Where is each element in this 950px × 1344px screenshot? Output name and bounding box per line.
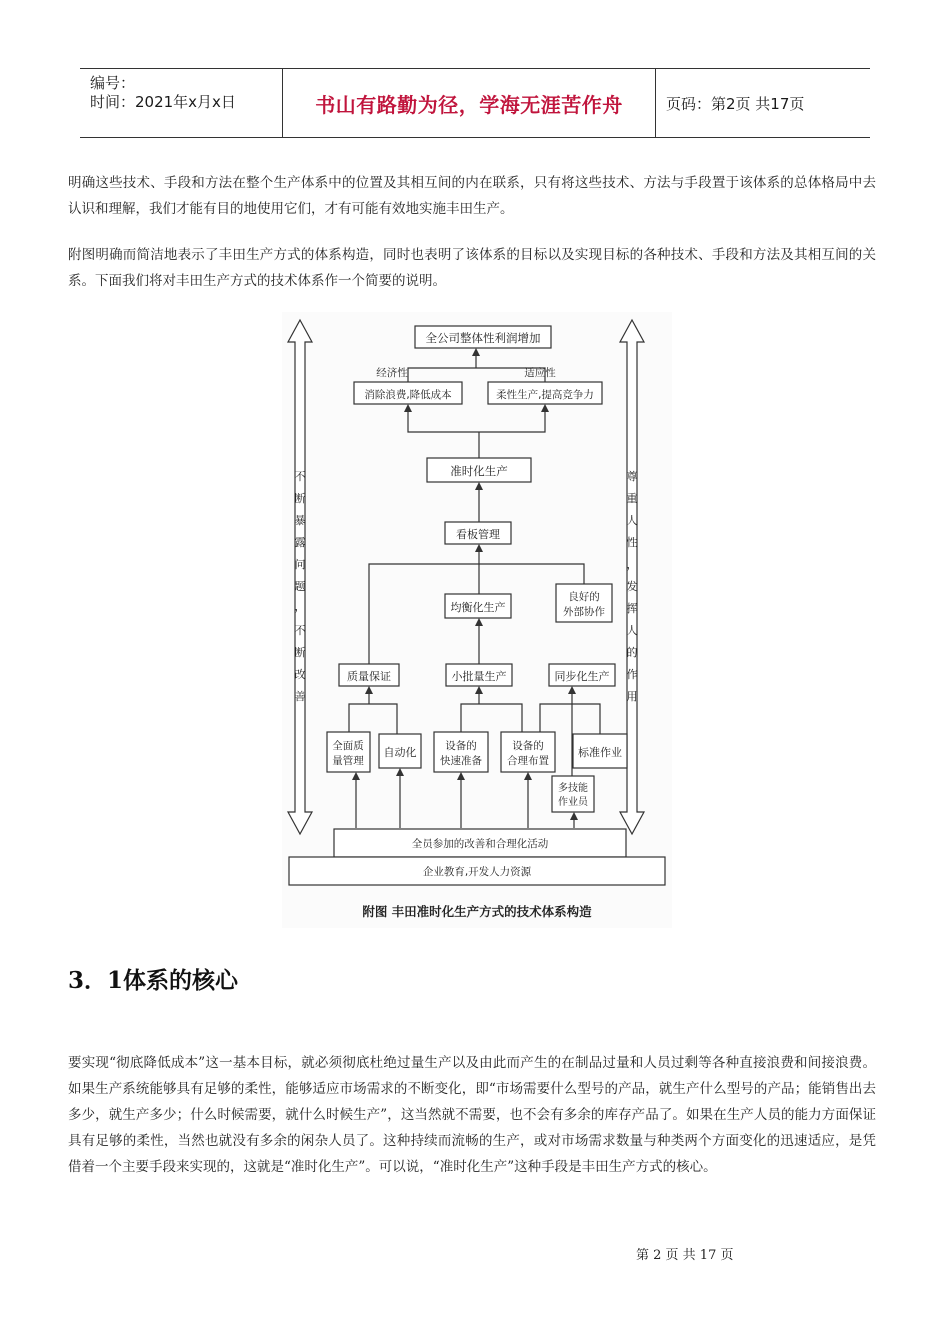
- header-page-cell: [656, 69, 870, 137]
- right-side-char: 性: [626, 536, 638, 549]
- paragraph-3: 要实现“彻底降低成本”这一基本目标，就必须彻底杜绝过量生产以及由此而产生的在制品过量和人员过剩等各种直接浪费和间接浪费。如果生产系统能够具有足够的柔性，能够适应市场需求的不断变化，即“市场需要什么型号的产品，就生产什么型号的产品；能销售出去多少，就生产多少；什么时候需要，就什么时候生产”，这当然就不需要，也不会有多余的库存产品了。如果在生产人员的能力方面保证具有足够的柔性，当然也就没有多余的闲杂人员了。这种持续而流畅的生产，或对市场需求数量与种类两个方面变化的迅速适应，是凭借着一个主要手段来实现的，这就是“准时化生产”。可以说，“准时化生产”这种手段是丰田生产方式的核心。: [68, 1055, 876, 1175]
- text-leveling: 均衡化生产: [450, 601, 506, 614]
- text-multi-skill-2: 作业员: [558, 797, 588, 808]
- text-economy: 经济性: [376, 367, 408, 379]
- header-motto-cell: [283, 69, 656, 137]
- section-title: 3．1体系的核心: [68, 967, 239, 994]
- text-quick-setup-1: 设备的: [445, 740, 477, 752]
- toyota-system-diagram: [282, 312, 672, 928]
- text-education: 企业教育,开发人力资源: [422, 866, 532, 878]
- right-side-char: 人: [626, 624, 638, 637]
- left-side-char: 问: [294, 558, 306, 571]
- right-side-char: 人: [626, 514, 638, 527]
- text-tqm-2: 量管理: [332, 755, 364, 767]
- right-side-char: 作: [626, 668, 638, 681]
- page-footer: 第 2 页 共 17 页: [636, 1248, 734, 1263]
- right-side-char: 用: [626, 690, 638, 703]
- text-standard-work: 标准作业: [578, 746, 622, 759]
- text-kaizen: 全员参加的改善和合理化活动: [411, 838, 549, 850]
- motto: 书山有路勤为径，学海无涯苦作舟: [315, 92, 623, 117]
- text-sync: 同步化生产: [554, 670, 610, 683]
- text-tqm-1: 全面质: [332, 740, 364, 752]
- left-side-char: 题: [294, 580, 306, 593]
- left-side-char: 露: [294, 536, 306, 549]
- right-side-char: 发: [626, 580, 638, 593]
- right-side-char: 重: [626, 492, 638, 505]
- time-label: 时间：2021年x月x日: [90, 93, 236, 111]
- text-supplier-2: 外部协作: [563, 606, 605, 618]
- text-kanban: 看板管理: [456, 528, 500, 541]
- right-side-char: ，: [626, 558, 638, 571]
- left-side-char: 暴: [294, 514, 306, 527]
- text-adapt: 适应性: [524, 367, 556, 379]
- left-side-char: 不: [294, 470, 306, 483]
- right-side-char: 尊: [626, 470, 638, 483]
- left-side-char: 改: [294, 668, 306, 681]
- text-jit: 准时化生产: [450, 464, 508, 478]
- right-side-char: 挥: [626, 602, 638, 615]
- text-quick-setup-2: 快速准备: [440, 755, 482, 767]
- text-layout-1: 设备的: [512, 740, 544, 752]
- left-side-char: ，: [294, 600, 306, 613]
- text-jidoka: 自动化: [383, 746, 417, 759]
- text-flex: 柔性生产,提高竞争力: [496, 389, 594, 401]
- diagram-caption: 附图 丰田准时化生产方式的技术体系构造: [362, 904, 592, 919]
- text-supplier-1: 良好的: [568, 591, 600, 603]
- left-side-char: 断: [294, 646, 306, 659]
- paragraph-2: 附图明确而简洁地表示了丰田生产方式的体系构造，同时也表明了该体系的目标以及实现目标的各种技术、手段和方法及其相互间的关系。下面我们将对丰田生产方式的技术体系作一个简要的说明。: [68, 247, 876, 289]
- left-side-char: 不: [294, 624, 306, 637]
- header-meta-cell: [80, 69, 283, 137]
- paragraph-1: 明确这些技术、手段和方法在整个生产体系中的位置及其相互间的内在联系，只有将这些技术、方法与手段置于该体系的总体格局中去认识和理解，我们才能有目的地使用它们，才有可能有效地实施丰田生产。: [68, 175, 876, 217]
- diagram-svg: [282, 312, 672, 928]
- page-header: [80, 68, 870, 138]
- text-small-batch: 小批量生产: [451, 670, 507, 683]
- text-top: 全公司整体性利润增加: [425, 331, 541, 345]
- text-cost: 消除浪费,降低成本: [364, 389, 452, 401]
- right-side-char: 的: [626, 646, 638, 659]
- page-code: 页码：第2页 共17页: [666, 94, 805, 113]
- text-layout-2: 合理布置: [507, 755, 549, 767]
- number-label: 编号：: [90, 74, 136, 92]
- left-side-char: 断: [294, 492, 306, 505]
- text-multi-skill-1: 多技能: [558, 783, 588, 794]
- left-side-char: 善: [294, 690, 306, 703]
- text-quality: 质量保证: [347, 670, 391, 683]
